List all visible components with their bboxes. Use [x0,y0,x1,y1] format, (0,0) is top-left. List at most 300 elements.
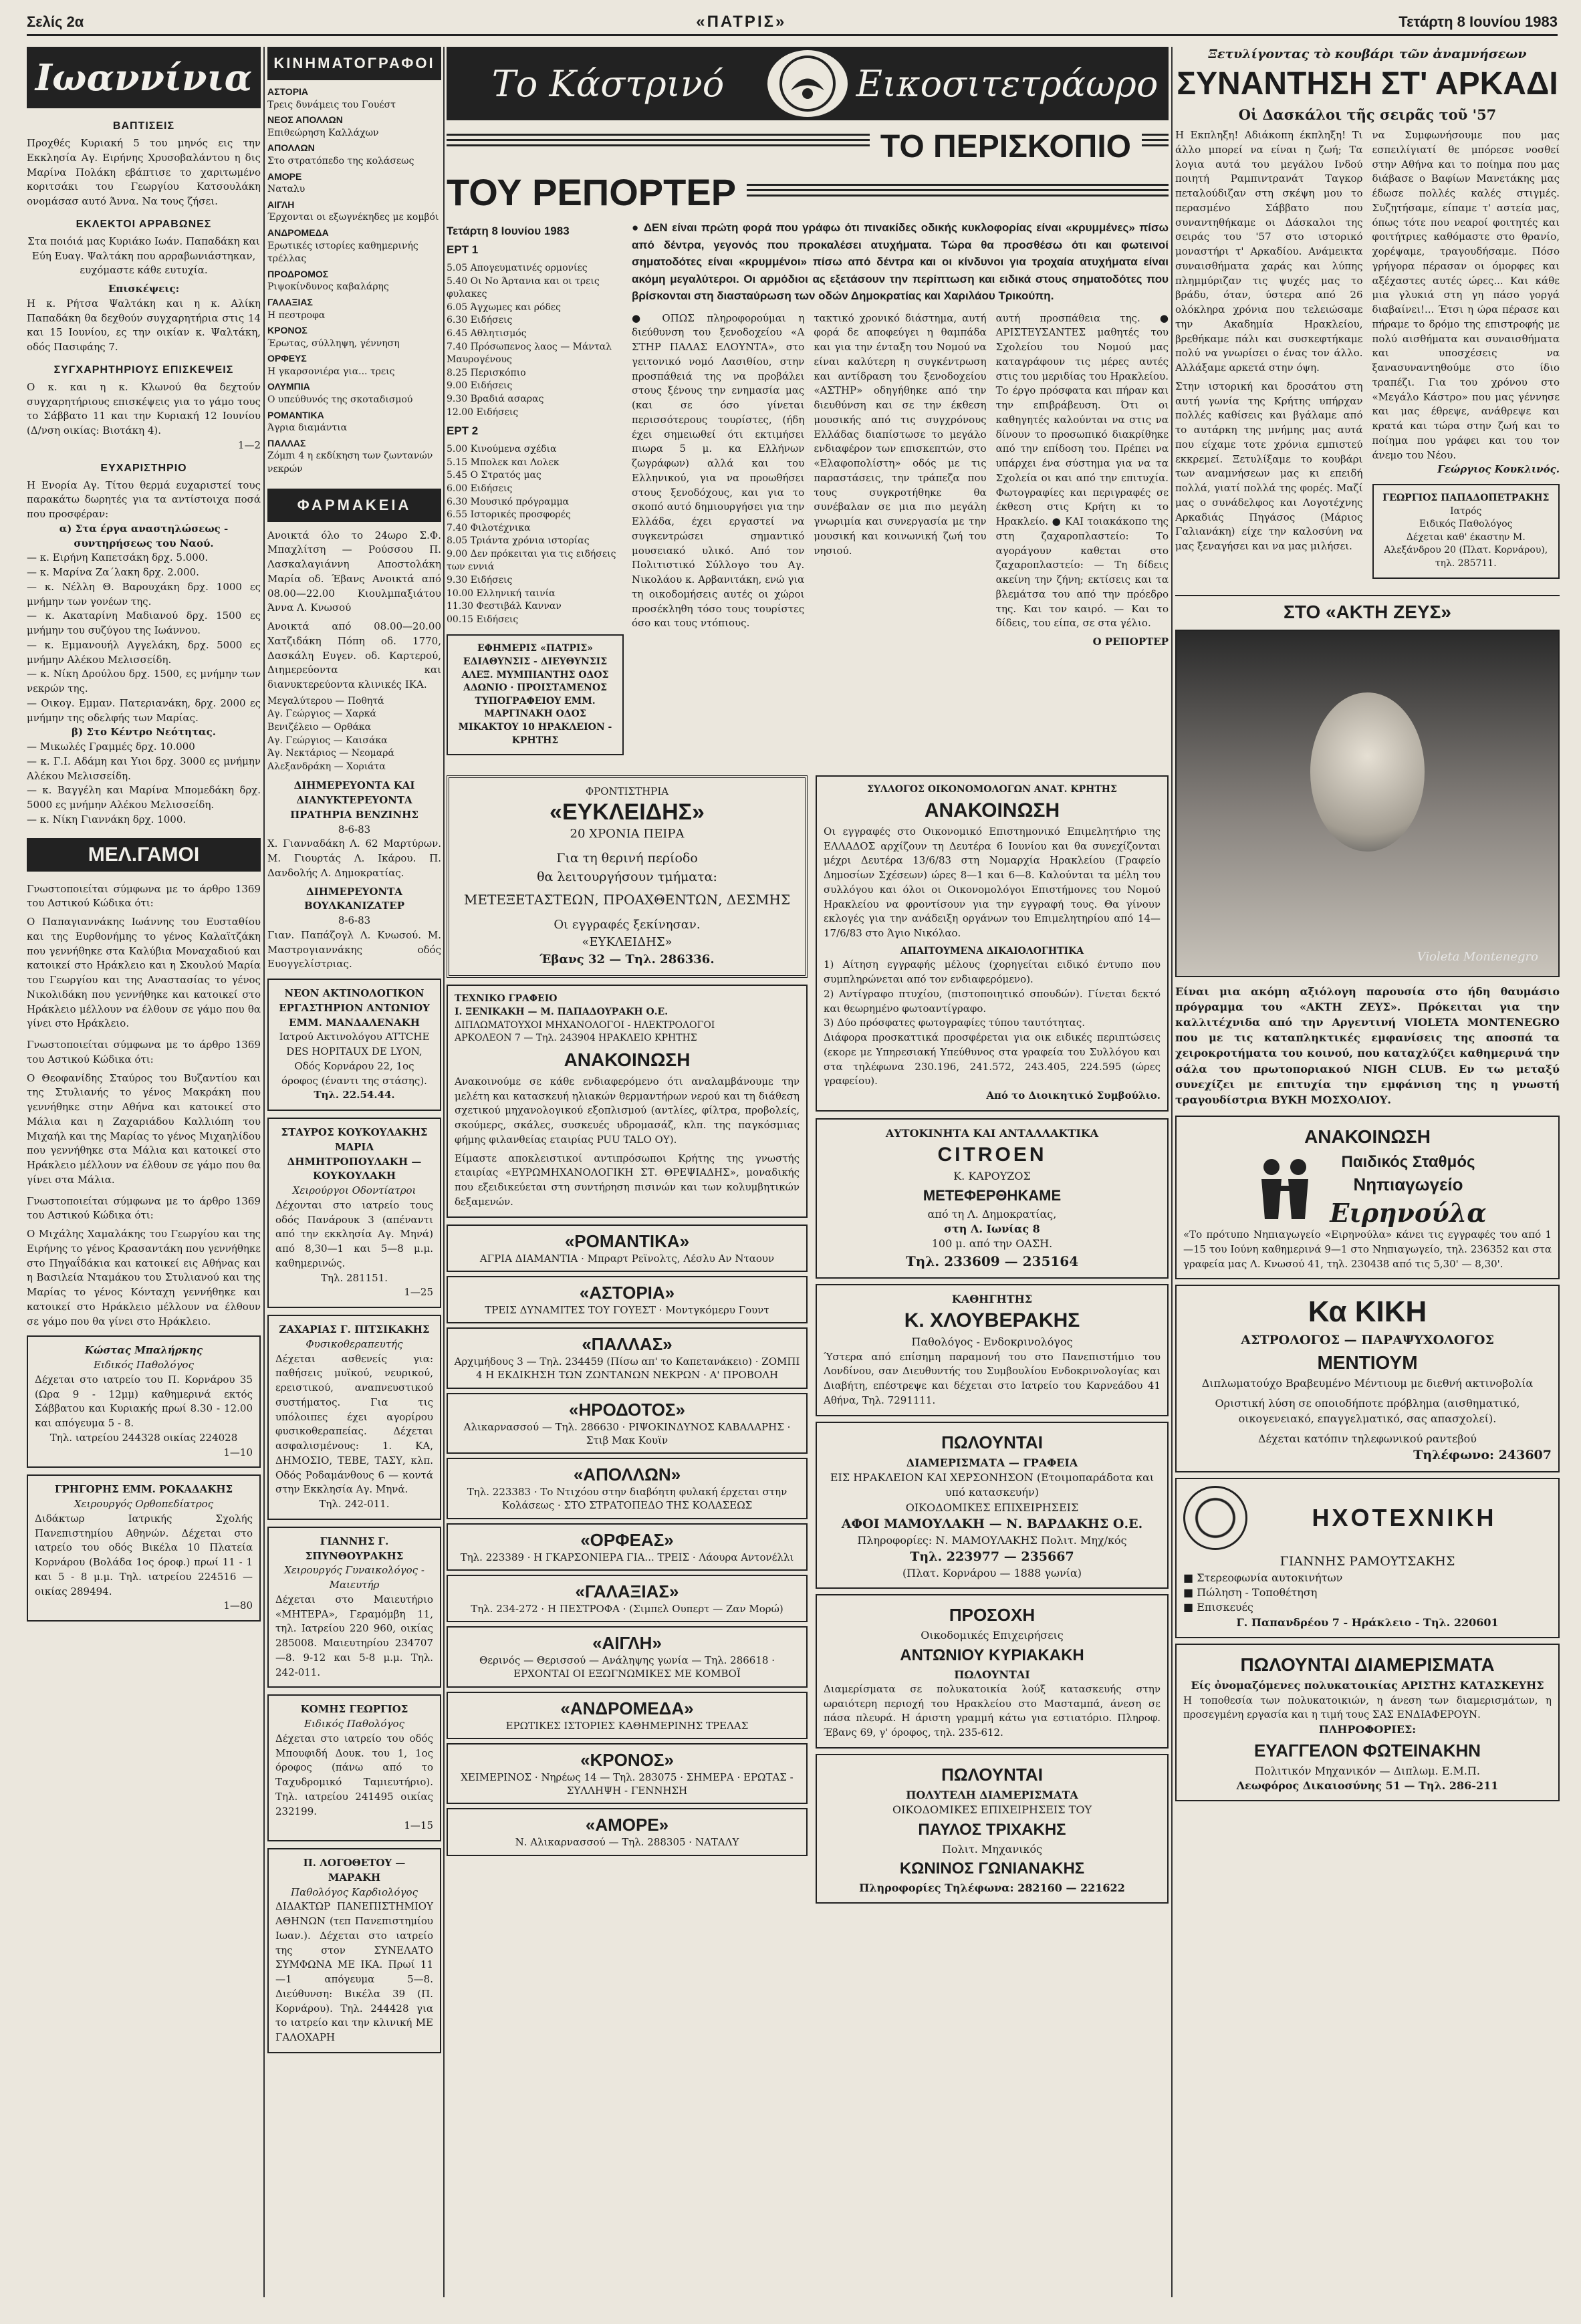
kiki-name: Κα ΚΙΚΗ [1308,1295,1427,1329]
title-right: Εικοσιτετράωρο [856,62,1159,105]
radio-item: 00.15 Ειδήσεις [447,614,519,625]
column-features [1175,47,1560,2297]
prosoxi-l1: ΠΩΛΟΥΝΤΑΙ [954,1668,1030,1681]
reporter-signature: Ο ΡΕΠΟΡΤΕΡ [1092,636,1169,648]
dentist-spec: Χειρούργοι Οδοντίατροι [292,1184,416,1197]
wedding-notice: Γνωστοποιείται σύμφωνα με το άρθρο 1369 του Αστικού Κώδικα ότι: [27,882,261,910]
pharmacy-item: Αγ. Γεώργιος — Καισάκα [267,735,388,746]
thanks-line2: — κ. Βαγγέλη και Μαρίνα Μπομεδάκη δρχ. 5000 ες μνήμην Αλέκου Μελισσείδη. [27,784,261,811]
citroen-tel: Τηλ. 233609 — 235164 [905,1253,1079,1269]
radio-item: 6.45 Αθλητισμός [447,328,527,339]
paper-name: «ΠΑΤΡΙΣ» [696,12,787,31]
komis-text: Δέχεται στο ιατρείο του οδός Μπουφιδή Δουκ. του 1, 1ος όροφος (πάνω από το Ταχυδρομικό Ταμιευτήριο). Τηλ. ιατρείου 241495 οικίας 232199. [275,1732,433,1817]
movie-ad-cinema: «ΑΙΓΛΗ» [592,1633,662,1654]
periscope-header [447,127,1169,214]
citroen-l1: ΜΕΤΕΦΕΡΘΗΚΑΜΕ [923,1186,1062,1204]
thanks-line2: — κ. Γ.Ι. Αδάμη και Υιοι δρχ. 3000 ες μνήμην Αλέκου Μελισσείδη. [27,755,261,782]
kiki-text2: Δέχεται κατόπιν τηλεφωνικού ραντεβού [1258,1432,1477,1446]
cinema-name: ΑΜΟΡΕ [267,170,302,182]
doctor-code: 1—80 [223,1599,253,1612]
sale-text: Η τοποθεσία των πολυκατοικιών, η άνεση των διαμερισμάτων, η προσεγμένη εργασία και η τιμή τους ΣΑΣ ΕΝΔΙΑΦΕΡΟΥΝ. [1183,1694,1552,1721]
cinema-name: ΠΑΛΛΑΣ [267,437,306,448]
tech-title: ΑΝΑΚΟΙΝΩΣΗ [564,1049,691,1070]
cinema-name: ΝΕΟΣ ΑΠΟΛΛΩΝ [267,114,343,126]
nursery-l3: Ειρηνούλα [1330,1198,1487,1229]
radio-item: 12.00 Ειδήσεις [447,406,519,418]
movie-ad-details: Θερινός — Θερισσού — Ανάληψης γωνία — Τηλ. 286618 · ΕΡΧΟΝΤΑΙ ΟΙ ΕΞΩΓΝΩΜΙΚΕΣ ΜΕ ΚΟΜΒΟΪ [479,1654,775,1680]
sale2-head: ΠΩΛΟΥΝΤΑΙ [941,1764,1043,1785]
movie-ad-cinema: «ΡΟΜΑΝΤΙΚΑ» [564,1231,690,1251]
movie-ad-cinema: «ΚΡΟΝΟΣ» [580,1749,674,1770]
wedding-notice: Ο Παπαγιαννάκης Ιωάννης του Ευσταθίου και της Ευρθονήμης το γένος Καλαϊτζάκη που γεννήθηκε στα Καλύβια Μοναχαδιού και κατοικεί στο Ηράκλειο και η Σκουλού Μαρία του Γεωργίου και της Αναστασίας το γένος Νικολιδάκη που γεννήθηκε και κατοικεί στο Ηράκλειο μέλλουν να έλθουν σε γάμο που θα γίνει στο Ηράκλειο. [27,916,261,1030]
ad-logothetou [267,1848,441,2053]
vulc-date: 8-6-83 [338,914,371,927]
sale1-sub3: ΟΙΚΟΔΟΜΙΚΕΣ ΕΠΙΧΕΙΡΗΣΕΙΣ [905,1501,1079,1514]
pharmacy-item: Αλεξανδράκη — Χοριάτα [267,761,386,772]
radio-list-2 [447,443,624,626]
radio-station-1: ΕΡΤ 1 [447,243,479,256]
congrats-text: Ο κ. και η κ. Κλωνού θα δεχτούν συγχαρητήριους επισκέψεις για το γάμο τους το Σάββατο 11 και την Κυριακή 12 Ιουνίου (Δ/νση οικίας: Βιοτάκη 4). [27,380,261,436]
article-subtitle: Οἱ Δασκάλοι τῆς σειρᾶς τοῦ '57 [1238,106,1497,123]
sale2-tel: Πληροφορίες Τηλέφωνα: 282160 — 221622 [859,1882,1125,1895]
frontist-l5: «ΕΥΚΛΕΙΔΗΣ» [582,935,673,950]
cinema-name: ΑΣΤΟΡΙΑ [267,86,309,97]
movie-ad-details: Τηλ. 223383 · Το Ντιχόου στην διαβόητη φυλακή έρχεται στην Κολάσεως · ΣΤΟ ΣΤΡΑΤΟΠΕΔΟ ΤΗΣ ΚΟΛΑΣΕΩΣ [467,1486,787,1512]
frontist-years: 20 ΧΡΟΝΙΑ ΠΕΙΡΑ [570,826,685,841]
photo-signature: Violeta Montenegro [1417,949,1538,964]
syll-head: ΣΥΛΛΟΓΟΣ ΟΙΚΟΝΟΜΟΛΟΓΩΝ ΑΝΑΤ. ΚΡΗΤΗΣ [867,784,1117,795]
radio-item: 6.30 Ειδήσεις [447,315,513,326]
tech-text: Ανακοινούμε σε κάθε ενδιαφερόμενο ότι αναλαμβάνουμε την μελέτη και κατασκευή ηλιακών θερμαντήρων νερού και τη διάθεση σχετικού μηχανολογικού εξοπλισμού (αντλίες, φίλτρα, προβολείς, σκούμερς, σκάλες, συσκευές υδρομασάζ, κλπ. της παγκόσμιας φήμης φιλανθείας εταιρίας PUU TALO OY). [455,1075,800,1146]
radio-item: 6.55 Ιστορικές προσφορές [447,509,571,521]
doctor-spec: Ειδικός Παθολόγος [94,1359,194,1371]
fuel-title: ΔΙΗΜΕΡΕΥΟΝΤΑ ΚΑΙ ΔΙΑΝΥΚΤΕΡΕΥΟΝΤΑ ΠΡΑΤΗΡΙΑ ΒΕΝΖΙΝΗΣ [290,779,418,821]
thanks-line: — κ. Εμμανουήλ Αγγελάκη, δρχ. 5000 ες μνήμην Αλέκου Μελισσείδη. [27,638,261,666]
frontist-l3: ΜΕΤΕΞΕΤΑΣΤΕΩΝ, ΠΡΟΑΧΘΕΝΤΩΝ, ΔΕΣΜΗΣ [463,892,791,908]
cinema-film: Στο στρατόπεδο της κολάσεως [267,155,414,166]
movie-ad-cinema: «ΟΡΦΕΑΣ» [580,1529,674,1550]
syll-req-title: ΑΠΑΙΤΟΥΜΕΝΑ ΔΙΚΑΙΟΛΟΓΗΤΙΚΑ [900,945,1084,956]
movie-ad-cinema: «ΑΜΟΡΕ» [585,1815,669,1835]
movie-ad-details: Αλικαρνασσού — Τηλ. 286630 · ΡΙΨΟΚΙΝΔΥΝΟΣ ΚΑΒΑΛΑΡΗΣ · Στιβ Μακ Κουϊν [463,1420,791,1446]
page-number: Σελίς 2α [27,13,84,30]
cinema-list [267,86,441,477]
thanks-b: β) Στο Κέντρο Νεότητας. [72,726,216,739]
ad-euklidis [447,775,808,978]
congrats-code: 1—2 [237,438,261,451]
pharmacy-item: Αγ. Γεώργιος — Χαρκά [267,708,376,720]
prof-name: Κ. ΧΛΟΥΒΕΡΑΚΗΣ [904,1309,1080,1332]
sale1-who: Πληροφορίες: Ν. ΜΑΜΟΥΛΑΚΗΣ Πολιτ. Μηχ/κός [857,1533,1127,1547]
thanks-line2: — κ. Νίκη Γιαννάκη δρχ. 1000. [27,813,187,825]
sale-role: Πολιτικόν Μηχανικόν — Διπλωμ. Ε.Μ.Π. [1255,1764,1480,1777]
section-header-kastrino [447,47,1169,120]
thanks-line: — κ. Νέλλη Θ. Βαρουχάκη δρχ. 1000 ες μνήμην των γονέων της. [27,580,261,608]
cinema-name: ΠΡΟΔΡΟΜΟΣ [267,268,329,279]
doc-role: Ιατρός [1450,505,1482,517]
frontist-l1: Για τη θερινή περίοδο [556,851,698,866]
sale2-sub: ΠΟΛΥΤΕΛΗ ΔΙΑΜΕΡΙΣΜΑΤΑ [906,1788,1078,1801]
radio-item: 11.30 Φεστιβάλ Κανναν [447,601,562,612]
ixo-name: ΗΧΟΤΕΧΝΙΚΗ [1312,1504,1497,1532]
sale1-sub: ΔΙΑΜΕΡΙΣΜΑΤΑ — ΓΡΑΦΕΙΑ [906,1456,1078,1469]
doctor-text: Διδάκτωρ Ιατρικής Σχολής Πανεπιστημίου Αθηνών. Δέχεται στο ιατρείο του οδός Βικέλα 10 Πλατεία Κορνάρου (Βολάδα 1ος όροφ.) πρωί 11 - 1 και 5 - 8 μ.μ. Τηλ. ιατρείου 224516 — οικίας 289494. [35,1512,253,1597]
cinema-film: Ερωτικές ιστορίες καθημερινής τρέλλας [267,240,418,265]
sale1-addr: (Πλατ. Κορνάρου — 1888 γωνία) [902,1566,1082,1579]
ads-right [816,769,1169,1909]
cinema-name: ΑΝΔΡΟΜΕΔΑ [267,227,329,238]
engagements-text: Στα ποιόιά μας Κυριάκο Ιωάν. Παπαδάκη και Εύη Ευαγ. Ψαλτάκη που αρραβωνιάστηκαν, ευχόμαστε κάθε ευτυχία. [27,235,260,277]
cinema-name: ΟΡΦΕΥΣ [267,353,307,364]
thanks-a: α) Στα έργα αναστηλώσεως - συντηρήσεως του Ναού. [59,522,229,549]
column-social [27,47,261,2297]
periscope-lead: ● ΔΕΝ είναι πρώτη φορά που γράφω ότι πινακίδες οδικής κυκλοφορίας είναι «κρυμμένες» πίσω από δέντρα, γεγονός που προκαλέσει ατυχήματα. Τώρα θα προσθέσω ότι και φωτεινοί σηματοδότες είναι «κρυμμένοι» πίσω από δέντρα και οι κίνδυνοι για τροχαία ατυχήματα είναι ακόμη μεγαλύτεροι. Οι αρμόδιοι ας εξετάσουν την περίπτωση και ειδικά στους σηματοδότες που βρίσκονται στη διασταύρωση των οδών Δημοκρατίας και Χαριλάου Τρικούπη. [632,221,1169,302]
tech-addr: ΑΡΚΟΛΕΟΝ 7 — Τηλ. 243904 ΗΡΑΚΛΕΙΟ ΚΡΗΤΗΣ [455,1033,697,1044]
physio-text: Δέχεται ασθενείς για: παθήσεις μυϊκού, νευρικού, ερειστικού, αναπνευστικού συστήματος. Για τις υπόλοιπες έχει αγορίρου φυσικοθεραπείας. Δέχεται ασφαλισμένους: 1. ΚΑ, ΔΗΜΟΣΙΟ, ΤΕΒΕ, ΤΑΣΥ, κλπ. Οδός Ροδαμάνθους 6 — κοντά στην Εκκλησία Αγ. Μηνά. [275,1352,433,1496]
ads-left [447,769,808,1909]
prosoxi-text: Διαμερίσματα σε πολυκατοικία λούξ κατασκευής στην ωραιότερη περιοχή του Ηρακλείου στο Μασταμπά, άνεση σε πάσα πλευρά. Η άριστη γραμμή κάτω για εστιατόριο. Πληροφ. Έβανς 69, γ' όροφος, τηλ. 235-612. [824,1682,1161,1739]
radio-item: 9.00 Δεν πρόκειται για τις ειδήσεις των εννιά [447,548,616,573]
cinema-name: ΡΟΜΑΝΤΙΚΑ [267,409,324,420]
gyn-name: ΓΙΑΝΝΗΣ Γ. ΣΠΥΝΘΟΥΡΑΚΗΣ [305,1535,404,1562]
pharmacy-item: Μεγαλύτερου — Ποθητά [267,695,384,706]
prof-text: Ύστερα από επίσημη παραμονή του στο Πανεπιστήμιο του Λονδίνου, σαν Διευθυντής του Συμβουλίου Ενδοκρινολογίας και Διαβήτη, επέστρεψε και δέχεται στο Ιατρείο του Καρνεάδου 41 Αθήνα, Τηλ. 7291111. [824,1350,1161,1406]
physio-tel: Τηλ. 242-011. [319,1498,390,1511]
radio-item: 9.30 Βραδιά ασαρας [447,393,544,404]
ixo-owner: ΓΙΑΝΝΗΣ ΡΑΜΟΥΤΣΑΚΗΣ [1280,1554,1455,1569]
cinema-film: Η πεστροφα [267,309,326,321]
radio-item: 6.00 Ειδήσεις [447,483,513,494]
pharmacy-text2: Ανοικτά από 08.00—20.00 Χατζιδάκη Πόπη οδ. 1770, Δασκάλη Ευγεν. οδ. Καρτερού, Διημερεύοντα και διανυκτερεύοντα κλινικές ΙΚΑ. [267,620,441,691]
tech-name: Ι. ΞΕΝΙΚΑΚΗ — Μ. ΠΑΠΑΔΟΥΡΑΚΗ Ο.Ε. [455,1007,668,1017]
gyn-spec: Χειρουργός Γυναικολόγος - Μαιευτήρ [284,1564,424,1591]
cinema-name: ΟΛΥΜΠΙΑ [267,381,310,392]
movie-ad-details: ΤΡΕΙΣ ΔΥΝΑΜΙΤΕΣ ΤΟΥ ΓΟΥΕΣΤ · Μοντγκόμερυ Γουντ [485,1303,769,1316]
radio-listings [447,219,624,762]
ad-professor [816,1284,1169,1416]
physio-spec: Φυσικοθεραπευτής [306,1337,403,1350]
doctor-name: Κώστας Μπαλήρκης [84,1344,203,1357]
dentist-tel: Τηλ. 281151. [320,1271,388,1284]
cinema-name: ΑΙΓΛΗ [267,199,295,210]
thanks-line: — κ. Νίκη Δρούλου δρχ. 1500, ες μνήμην των νεκρών της. [27,668,261,694]
issue-date: Τετάρτη 8 Ιουνίου 1983 [1398,13,1558,30]
cinema-film: Ναταλυ [267,184,306,195]
sale1-tel: Τηλ. 223977 — 235667 [910,1549,1074,1565]
masthead [27,9,1558,36]
movie-ad [447,1743,808,1805]
vulc-text: Γιαν. Παπάζογλ Λ. Κνωσού. Μ. Μαστρογιαννάκης οδός Ευογγελίστριας. [267,928,441,971]
movie-ad-details: ΧΕΙΜΕΡΙΝΟΣ · Νηρέως 14 — Τηλ. 283075 · ΣΗΜΕΡΑ · ΕΡΩΤΑΣ - ΣΥΛΛΗΨΗ - ΓΕΝΝΗΣΗ [461,1771,794,1797]
movie-ad-details: Τηλ. 223389 · Η ΓΚΑΡΣΟΝΙΕΡΑ ΓΙΑ... ΤΡΕΙΣ · Λάουρα Αντονέλλι [460,1551,794,1563]
akti-zeus-text: Είναι μια ακόμη αξιόλογη παρουσία στο ήδη θαυμάσιο πρόγραμμα του «ΑΚΤΗ ΖΕΥΣ». Πρόκειται για την καλλιτέχνιδα από την Αργεντινή VIOLETA MONTENEGRO που με τις καταπληκτικές εμφανίσεις της αποσπά τα χειροκροτήματα του κοινού, που καταχλύζει καθημερινά την σάλα του πρωτοποριακού NIGH CLUB. Εν τω μεταξύ συνεχίζει με επιτυχία την εμφάνιση της η γνωστή τραγουδίστρια ΒΥΚΗ ΜΟΣΧΟΛΙΟΥ. [1175,985,1560,1106]
cinema-film: Έρωτας, σύλληψη, γέννηση [267,338,400,349]
syll-text: Οι εγγραφές στο Οικονομικό Επιστημονικό Επιμελητήριο της ΕΛΛΑΔΟΣ αρχίζουν τη Δευτέρα 6 Ιουνίου και θα συνεχίζονται μέχρι Δευτέρα 13/6/83 στη Νομαρχία Ηρακλείου (Γραφείο Δημοσίων Σχέσεων) ώρες 8—1 και 6—8. Καλούνται τα μέλη του συλλόγου και όλοι οι Οικονομολόγοι Επιστήμονες του Νομού Ηρακλείου να φροντίσουν για την εγγραφή τους. Θα γίνουν εκλογές για την ανάδειξη οργάνων του Επιμελητηρίου από 14—17/6/83 στο Άγιο Νικόλαο. [824,825,1161,940]
radio-item: 10.00 Ελληνική ταινία [447,588,556,599]
singer-photo [1175,630,1560,977]
doctor-code: 1—10 [223,1446,253,1458]
kiki-text: Οριστική λύση σε οποιοδήποτε πρόβλημα (αισθηματικό, οικογενειακό, επαγγελματικό, σας απασχολεί). [1215,1397,1520,1425]
radio-item: 7.40 Πρόσωπενος λαος — Μάνταλ Μαυρογένους [447,341,612,366]
radio-item: 7.40 Φιλοτέχνικα [447,522,531,533]
baptisms-text: Προχθές Κυριακή 5 του μηνός εις την Εκκλησία Αγ. Ειρήνης Χρυσοβαλάντου η δις Μαρίνα Πολάκη εβάπτισε το χαριτωμένο κοριτσάκι του Γεωργίου Κατσουλάκη ονομάσασ αυτό Άννα. Να τους ζήσει. [27,137,261,207]
komis-spec: Ειδικός Παθολόγος [304,1718,404,1730]
sale-sub: Είς ὀνομαζόμενες πολυκατοικίας ΑΡΙΣΤΗΣ ΚΑΤΑΣΚΕΥΗΣ [1191,1679,1544,1692]
column-listings [267,47,441,2297]
pharmacy-item: Άγ. Νεκτάριος — Νεομαρά [267,748,394,759]
radio-item: 5.40 Οι Νο Άρτανια και οι τρεις φυλακες [447,275,600,300]
wedding-notice: Ο Μιχάλης Χαμαλάκης του Γεωργίου και της Ειρήνης το γένος Κρασαντάκη που γεννήθηκε στο Πηγαΐδάκια και κατοικεί εις Αθήνας και η Βασιλεία Νταμάκου του Στυλιανού και της Μαρίας το γένος Κόνταχη γεννήθηκε και κατοικεί στο Ηράκλειο μέλλουν να έλθουν σε γάμο που θα γίνει στο Ηράκλειο. [27,1228,261,1327]
xray-tel: Τηλ. 22.54.44. [314,1089,395,1102]
ixo-item: ■ Πώληση - Τοποθέτηση [1183,1586,1318,1599]
syll-text2: Διάφορα προσκαττικά προσφέρεται για οικ ειδικές περιπτώσεις (εκορε με Υπηρεσιακή Υπεύθυνος στα γραφεία του Συλλόγου και στα τηλέφωνα 230.196, 241.572, 243.405, 224.595 (ώρες γραφείου). [824,1031,1161,1087]
periscope-text: τακτικό χρονικό διάστημα, αυτή φορά δε αποφεύγει η θαμπάδα και για την ένταξη του Νομού να είναι καλύτερη η συγκέντρωση και αντίδραση του ξενοδοχείου «ΑΣΤΗΡ» οδηγήθηκε από την διευθύνση και σε την έκθεση μουσικής από τις συγχρόνους Ελλάδας διαπίστωσε το μεγάλο ενδιαφέρον των επισκεπτών, στο «Ελαφοπολίστη» οδός με τις παραστάσεις, την τράπεζα που τους συγκροτήθηκε θα συνέβαλαν σε μια πιο μεγάλη γνωριμία και συνεργασία με την μουσική και κοινωνική ζωή του νησιού. [814,311,987,557]
cinema-film: Η γκαρσονιέρα για... τρεις [267,366,395,377]
citroen-brand: CITROEN [937,1144,1047,1166]
children-logo-icon [1248,1152,1322,1226]
xray-title: ΝΕΟΝ ΑΚΤΙΝΟΛΟΓΙΚΟΝ ΕΡΓΑΣΤΗΡΙΟΝ ΑΝΤΩΝΙΟΥ ΕΜΜ. ΜΑΝΔΑΛΕΝΑΚΗ [279,987,430,1029]
cinema-film: Άγρια διαμάντια [267,422,348,434]
sale2-name: ΠΑΥΛΟΣ ΤΡΙΧΑΚΗΣ [918,1820,1066,1839]
movie-ad-cinema: «ΠΑΛΛΑΣ» [582,1334,673,1355]
sale2-loc: ΚΩΝΙΝΟΣ ΓΩΝΙΑΝΑΚΗΣ [899,1859,1085,1878]
movie-ad [447,1276,808,1323]
radio-item: 5.05 Απογευματινές ορμονίες [447,263,588,273]
patris-masthead-box [447,634,624,755]
movie-ad-cinema: «ΗΡΟΔΟΤΟΣ» [568,1399,685,1420]
syll-req: 1) Αίτηση εγγραφής μέλους (χορηγείται ειδικό έντυπο που συμπληρώνεται από τον ενδιαφερόμενο). [824,958,1161,986]
sale2-role: Πολιτ. Μηχανικός [941,1842,1043,1855]
syll-title: ΑΝΑΚΟΙΝΩΣΗ [924,799,1060,821]
citroen-head: ΑΥΤΟΚΙΝΗΤΑ ΚΑΙ ΑΝΤΑΛΛΑΚΤΙΚΑ [885,1126,1099,1140]
ixo-item: ■ Στερεοφωνία αυτοκινήτων [1183,1571,1343,1584]
cinema-film: Έρχονται οι εξωγνέκηδες με κομβόι [267,212,439,223]
ad-gynecologist [267,1527,441,1688]
tech-text2: Είμαστε αποκλειστικοί αντιπρόσωποι Κρήτης της γνωστής εταιρίας «ΕΥΡΩΜΗΧΑΝΟΛΟΓΙΚΗ ΣΤ. ΘΡΕΨΙΑΔΗΣ», μοναδικής που εξειδικεύεται στη συντήρηση πισινών και των κολυμβητικών δεξαμενών. [455,1152,800,1208]
sale1-name: ΑΦΟΙ ΜΑΜΟΥΛΑΚΗ — Ν. ΒΑΡΔΑΚΗΣ Ο.Ε. [841,1517,1143,1532]
thanks-title: ΕΥΧΑΡΙΣΤΗΡΙΟ [100,462,187,474]
radio-item: 9.30 Ειδήσεις [447,575,513,586]
movie-ad-details: Αρχιμήδους 3 — Τηλ. 234459 (Πίσω απ' το Καπετανάκειο) · ΖΟΜΠΙ 4 Η ΕΚΔΙΚΗΣΗ ΤΩΝ ΖΩΝΤΑΝΩΝ ΝΕΚΡΩΝ · Α' ΠΡΟΒΟΛΗ [454,1355,800,1382]
periscope-text: ● ΟΠΩΣ πληροφορούμαι η διεύθυνση του ξενοδοχείου «Α ΣΤΗΡ ΠΑΛΑΣ ΕΛΟΥΝΤΑ», στο γειτονικό νομό Λασιθίου, στην προσπάθειά της να προβάλει στους ξένους την ενημασία μας (και σε όσο γίνεται περισσότερους τουρίστες, (ήδη έχει σημειωθεί ότι εκτιμήσει πιωρα 5 μ. κα Ελλήνων ζωγράφων) αλλά και του Ελληνικού, για να προωθήσει στους ξενοδόχους, και για το σκοπό αυτό δημιουργήσει για την Ελλάδα, έχει εργαστεί να συγκεντρώσει σημαντικό μουσειακό υλικό. Από τον Πολιτιστικό Σύλλογο του Αγ. Νικολάου κ. Αρβανιτάκη, ενώ για τη οικοδομήσεις αυτές οι χώροι προσέκληθη τόσο τους τουρίστες όσο και τους ντόπιους. [632,311,805,630]
fuel-text: Χ. Γιανναδάκη Λ. 62 Μαρτύρων. Μ. Γιουρτάς Λ. Ικάρου. Π. Δανδολής Λ. Δημοκρατίας. [267,837,441,879]
ad-physio [267,1315,441,1520]
radio-item: 5.00 Κινούμενα σχέδια [447,444,557,455]
column-city-24h [447,47,1169,2297]
ad-ixotexniki [1175,1478,1560,1638]
sale1-sub2: ΕΙΣ ΗΡΑΚΛΕΙΟΝ ΚΑΙ ΧΕΡΣΟΝΗΣΟΝ (Ετοιμοπαράδοτα και υπό κατασκευήν) [830,1471,1154,1499]
wedding-notice: Γνωστοποιείται σύμφωνα με το άρθρο 1369 του Αστικού Κώδικα ότι: [27,1039,261,1065]
thanks-line: — κ. Ακαταρίνη Μαδιανού δρχ. 1500 ες μνήμην του συζύγου της Ιωάννου. [27,610,261,636]
cinema-film: Ζόμπι 4 η εκδίκηση των ζωντανών νεκρών [267,450,433,475]
cinema-name: ΚΡΟΝΟΣ [267,325,308,336]
doc-spec: Ειδικός Παθολόγος [1419,519,1513,530]
komis-name: ΚΟΜΗΣ ΓΕΩΡΓΙΟΣ [300,1703,408,1716]
logothetou-name: Π. ΛΟΓΟΘΕΤΟΥ — ΜΑΡΑΚΗ [303,1857,406,1884]
frontist-l4: Οι εγγραφές ξεκίνησαν. [554,918,701,932]
ad-komis [267,1694,441,1841]
doctor-name: ΓΡΗΓΟΡΗΣ ΕΜΜ. ΡΟΚΑΔΑΚΗΣ [54,1483,233,1496]
ad-trichakis [816,1754,1169,1904]
frontist-name: «ΕΥΚΛΕΙΔΗΣ» [550,799,705,825]
periscope-title-2: ΤΟΥ ΡΕΠΟΡΤΕΡ [447,171,747,214]
movie-ad-details: ΑΓΡΙΑ ΔΙΑΜΑΝΤΙΑ · Μπραρτ Ρεϊνολτς, Λέσλυ Αν Νταουν [479,1252,775,1265]
kiki-tel: Τηλέφωνο: 243607 [1413,1448,1552,1463]
cinema-name: ΑΠΟΛΛΩΝ [267,142,315,154]
ad-doctor-balirkis [27,1335,261,1468]
radio-date: Τετάρτη 8 Ιουνίου 1983 [447,225,570,237]
article-title: ΣΥΝΑΝΤΗΣΗ ΣΤ' ΑΡΚΑΔΙ [1177,66,1558,102]
ad-tech-office [447,985,808,1217]
komis-code: 1—15 [404,1819,433,1832]
pharmacy-text: Ανοικτά όλο το 24ωρο Σ.Φ. Μπαχλίτση — Ρούσσου Π. Λασκαλαγιάννη Αποστολάκη Μαρία οδ. Έβανς Ανοικτά από 08.00—22.00 Κιουλμπαξιάτου Άννα Λ. Κνωσού [267,529,441,614]
article-text: Η Εκπληξη! Αδιάκοπη έκπληξη! Τι άλλο μπορεί να είναι η ζωή; Τα λογια αυτά του μεγάλου Ινδού ποιητή Ραμπιντρανάτ Ταγκορ πεταλούδιζαν στη σκέψη μου το περασμένο Σάββατο που συναντηθήκαμε οι Δάσκαλοι της σειράς του '57 στο ιστορικό μοναστήρι τ' Αρκαδίου. Ανάμεικτα συναισθήματα χαράς και λύπης πλημμύριζαν τις ψυχές μας το βράδυ, όταν, ύστερα από 26 ολόκληρα χρόνια που τελειώσαμε την Ακαδημία Ηρακλείου, βρεθήκαμε πάλι και συσκεφτήκαμε πολύ να γνωρίσει ο ένας τον άλλο. Αλλάξαμε αρκετά στην όψη. [1175,129,1363,374]
movie-ad [447,1458,808,1519]
movie-ad [447,1393,808,1454]
article-author: Γεώργιος Κουκλινός. [1437,463,1560,476]
physio-name: ΖΑΧΑΡΙΑΣ Γ. ΠΙΤΣΙΚΑΚΗΣ [279,1323,430,1336]
nursery-l2: Νηπιαγωγείο [1353,1174,1463,1195]
radio-item: 6.05 Άγχωμες και ρόδες [447,301,561,313]
title-left: Το Κάστρινό [491,62,725,105]
article-text: Στην ιστορική και δροσάτου στη αυτή γωνία της Κρήτης υπήρχαν πολλές καθίσεις και βγάλαμε από το αυτάρκη της μνήμης μας αυτά που είχαμε τοτε χρόνια εμπιστεύ εκκρεμεί. Ξετυλίξαμε το κουβάρι των αναμνήσεων μας κι επειδή πολλά, γιατί πολλά της φορές. Μαζί μας ο συνάδελφος και Λογοτέχνης Αρκαδιάς Πηγάσος (Μάριος Γαλιανάκη) είχε την καλοσύνη να μας ξεναγήσει και να μας μιλήσει. [1175,380,1363,552]
periscope-title-1: ΤΟ ΠΕΡΙΣΚΟΠΙΟ [870,127,1142,167]
ad-foteinaki [1175,1644,1560,1801]
article-text: να Συμφωνήσουμε που μας εσπειλίγιατί θε μπόρεσε νοσθεί στην Αθήνα και το ποίημα που μας διάβασε ο Βαφίων Μανετάκης μας έδωσε πολλές καλές στιγμές. Συζητήσαμε, είπαμε τ' αστεία μας, όπως τότε που νεαροί φοιτητές και φοιτήτριες καθόμαστε στο θρανίο, χορέψαμε, τραγουδήσαμε. Πόσο γρήγορα πέρασαν οι όμορφες και αξέχαστες αυτές ώρες... Και κάθε μια γλυκιά στη γη πάσο γοργά διαβαίνει!... Έτσι η ώρα πέρασε και πήραμε το δρόμο της επιστροφής με πολύ αισθήματα και συναισθήματα και υποσχέσεις να ξανασυναντηθούμε στο ίδιο τραπέζι. Για του χρόνου στο «Μεγάλο Κάστρο» που μας γέννησε και μας έθρεψε, ανάθρεψε και κρατά και τώρα στην ζωή και το ποίημα που γράφει και του τον άνεμο του Νέου. [1372,129,1560,461]
sale-title: ΠΩΛΟΥΝΤΑΙ ΔΙΑΜΕΡΙΣΜΑΤΑ [1240,1654,1495,1676]
nursery-title: ΑΝΑΚΟΙΝΩΣΗ [1304,1126,1431,1148]
movie-ad-cinema: «ΑΝΔΡΟΜΕΔΑ» [560,1698,694,1718]
radio-item: 5.45 Ο Στρατός μας [447,470,541,481]
syll-req: 2) Αντίγραφο πτυχίου, (πιστοποιητικό σπουδών). Γίνεται δεκτό και θεωρημένο φωτοαντίγραφο. [824,987,1161,1015]
prosoxi-head: ΠΡΟΣΟΧΗ [949,1605,1036,1626]
doctor-spec: Χειρουργός Ορθοπεδίατρος [74,1498,214,1510]
citroen-l4: 100 μ. από την ΟΑΣΗ. [931,1237,1053,1251]
fuel-date: 8-6-83 [338,823,371,835]
section-banner-pharmacies: ΦΑΡΜΑΚΕΙΑ [267,489,441,522]
movie-ad-details: Τηλ. 234-272 · Η ΠΕΣΤΡΟΦΑ · (Σιμπελ Ουπερτ — Ζαν Μορώ) [471,1602,783,1615]
thanks-line: — Οικογ. Εμμαν. Πατεριανάκη, δρχ. 2000 ες μνήμην της οδελφής των Μαρίας. [27,696,261,724]
movie-ad-details: ΕΡΩΤΙΚΕΣ ΙΣΤΟΡΙΕΣ ΚΑΘΗΜΕΡΙΝΗΣ ΤΡΕΛΑΣ [505,1719,749,1732]
city-emblem-icon [767,50,848,117]
engagements-title: ΕΚΛΕΚΤΟΙ ΑΡΡΑΒΩΝΕΣ [76,218,212,230]
sale-name: ΕΥΑΓΓΕΛΟΝ ΦΩΤΕΙΝΑΚΗΝ [1253,1740,1481,1761]
doc-name: ΓΕΩΡΓΙΟΣ ΠΑΠΑΔΟΠΕΤΡΑΚΗΣ [1382,493,1550,503]
frontist-l2: θα λειτουργήσουν τμήματα: [537,869,717,884]
section-banner-cinemas: ΚΙΝΗΜΑΤΟΓΡΑΦΟΙ [267,47,441,80]
ad-doctor-rokadakis [27,1474,261,1622]
cinema-name: ΓΑΛΑΞΙΑΣ [267,296,313,307]
wedding-notice: Ο Θεοφανίδης Σταύρος του Βυζαντίου και της Στυλιανής το γένος Μακράκη που γεννήθηκε στην Αθήνα και κατοικεί στο Μάλια και η Ζαχαριάδου Καλλιόπη του Μιχαήλ και της Μαρίας το γένος Μιχαηλίδου που γεννήθηκε στα Μάλια και κατοικεί στο Ηράκλειο μέλλουν να έλθουν σε γάμο που θα γίνει στα Μάλια. [27,1071,261,1186]
kiki-desc: Διπλωματούχο Βραβευμένο Μέντιουμ με διεθνή ακτινοβολία [1201,1376,1534,1390]
logothetou-text: ΔΙΔΑΚΤΩΡ ΠΑΝΕΠΙΣΤΗΜΙΟΥ ΑΘΗΝΩΝ (τεπ Πανεπιστημίου Ιωαν.). Δέχεται στο ιατρείο της στον ΣΥΝΕΛΑΤΟ ΣΥΜΦΩΝΑ ΜΕ ΙΚΑ. Πρωί 11—1 απόγευμα 5—8. Διεύθυνση: Βικέλα 39 (Π. Κορνάρου). Τηλ. 244428 για το ιατρείο και την κλινική ΜΕ ΓΑΛΟΧΑΡΗ [275,1900,433,2044]
section-banner-weddings: ΜΕΛ.ΓΑΜΟΙ [27,838,261,872]
ad-xray-lab [267,979,441,1111]
ad-papadopetrakis [1372,484,1560,579]
kiki-sub: ΜΕΝΤΙΟΥΜ [1317,1351,1418,1373]
article-kicker: Ξετυλίγοντας τὸ κουβάρι τῶν ἀναμνήσεων [1208,47,1527,61]
radio-item: 9.00 Ειδήσεις [447,380,513,392]
movie-ad-details: Ν. Αλικαρνασσού — Τηλ. 288305 · ΝΑΤΑΛΥ [515,1836,739,1849]
cinema-film: Τρεις δυνάμεις του Γουέστ [267,99,396,110]
engagements-extra-title: Επισκέψεις: [108,283,180,295]
radio-item: 5.15 Μπολεκ και Λολεκ [447,457,560,468]
movie-ad [447,1224,808,1272]
tech-head: ΤΕΧΝΙΚΟ ΓΡΑΦΕΙΟ [455,993,558,1005]
vulc-title: ΔΙΗΜΕΡΕΥΟΝΤΑ ΒΟΥΛΚΑΝΙΖΑΤΕΡ [304,885,404,912]
prosoxi-name: ΑΝΤΩΝΙΟΥ ΚΥΡΙΑΚΑΚΗ [900,1646,1084,1664]
ad-dentists [267,1118,441,1308]
thanks-line2: — Μικωλές Γραμμές δρχ. 10.000 [27,741,195,753]
periscope-columns [632,311,1169,650]
thanks-line: — κ. Ειρήνη Καπετσάκη δρχ. 5.000. [27,551,209,564]
prof-spec: Παθολόγος - Ενδοκρινολόγος [911,1335,1073,1349]
ixotexniki-logo-icon [1183,1486,1247,1550]
ads-area [447,769,1169,1909]
pharmacy-item: Βενιζέλειο — Ορθάκα [267,722,372,733]
movie-ad [447,1523,808,1571]
citroen-name: Κ. ΚΑΡΟΥΖΟΣ [953,1170,1031,1183]
congrats-title: ΣΥΓΧΑΡΗΤΗΡΙΟΥΣ ΕΠΙΣΚΕΨΕΙΣ [53,364,234,376]
movie-ad [447,1808,808,1855]
movie-ads [447,1224,808,1856]
nursery-text: «Το πρότυπο Νηπιαγωγείο «Ειρηνούλα» κάνει τις εγγραφές του από 1—15 του Ιούνη καθημερινά 9—1 στο Νηπιαγωγείο, τηλ. 236352 και στα γραφεία μας Λ. Κνωσού 41, τηλ. 230438 από τις 5,30' — 8,30'. [1183,1229,1552,1270]
cinema-film: Επιθεώρηση Καλλάχων [267,127,379,138]
radio-item: 6.30 Μουσικό πρόγραμμα [447,496,570,507]
ad-economists [816,775,1169,1112]
patris-info: ΕΦΗΜΕΡΙΣ «ΠΑΤΡΙΣ» ΕΔΙΑΘΥΝΣΙΣ - ΔΙΕΥΘΥΝΣΙΣ ΑΛΕΞ. ΜΥΜΠΙΑΝΤΗΣ ΟΔΟΣ ΑΔΩΝΙΟ · ΠΡΟΙΣΤΑΜΕΝΟΣ ΤΥΠΟΓΡΑΦΕΙΟΥ ΕΜΜ. ΜΑΡΓΙΝΑΚΗ ΟΔΟΣ ΜΙΚΑΚΤΟΥ 10 ΗΡΑΚΛΕΙΟΝ - ΚΡΗΤΗΣ [458,643,612,746]
ad-nursery [1175,1116,1560,1279]
radio-list-1 [447,262,624,419]
cinema-film: Ο υπεύθυνός της σκοταδισμού [267,394,413,406]
baptisms-title: ΒΑΠΤΙΣΕΙΣ [112,120,175,132]
kiki-role: ΑΣΤΡΟΛΟΓΟΣ — ΠΑΡΑΨΥΧΟΛΟΓΟΣ [1241,1333,1494,1348]
movie-ad [447,1692,808,1739]
ad-mamoulaki [816,1422,1169,1589]
sale-info: ΠΛΗΡΟΦΟΡΙΕΣ: [1318,1723,1417,1736]
periscope-text: αυτή προσπάθεια της. ● ΑΡΙΣΤΕΥΣΑΝΤΕΣ μαθητές του Σχολείου του Νομού μας καταγράφουν τις μέρες αυτές στις του μεριδίας του Ηρακλείου. Το έργο πρόσφατα και πήραν και την επιβράβευση. Ότι οι καθηγητές καλούνται να στις να δίνουν το προσωπικό διακρίθηκε από την επίδοση του. Πρέπει να υπάρχει ένα σύστημα για να τα Σχολεία οι και από την επιτυχία. Φωτογραφίες και περιγραφές σε έκθεση στις Κρήτη κι το Ηρακλείο. ● ΚΑΙ τοιακάκοπο της στη ζαχαροπλαστείο: Το αγοράγουν καθεται στο ζαχαροπλαστείο: — Τη δίδεις ακείνη την ζήνη; εκτίσεις και τα βλεμάτσα του από την πρόεδρο της. Και τον καιρό. — Και το δίδεις, του είπα, σε στα γέλιο. [995,311,1169,630]
xray-text: Ιατρού Ακτινολόγου ATTCHE DES HOPITAUX DE LYON, Οδός Κορνάρου 22, 1ος όροφος (έναντι της στάσης). [279,1031,430,1087]
movie-ad [447,1575,808,1622]
prosoxi-sub: Οικοδομικές Επιχειρήσεις [921,1629,1064,1642]
syll-req: 3) Δύο πρόσφατες φωτογραφίες τύπου ταυτότητας. [824,1017,1085,1029]
cinema-film: Ριψοκίνδυνος καβαλάρης [267,281,389,293]
movie-ad-cinema: «ΑΣΤΟΡΙΑ» [579,1282,675,1303]
ad-kiki [1175,1285,1560,1472]
movie-ad [447,1626,808,1688]
radio-item: 8.05 Τριάντα χρόνια ιστορίας [447,535,590,547]
logothetou-spec: Παθολόγος Καρδιολόγος [290,1886,418,1898]
periscope-article [632,219,1169,762]
dentist-code: 1—25 [404,1286,433,1299]
thanks-line: — κ. Μαρίνα Ζα΄λακη δρχ. 2.000. [27,566,199,578]
nursery-l1: Παιδικός Σταθμός [1341,1153,1475,1172]
akti-zeus-heading: ΣΤΟ «ΑΚΤΗ ΖΕΥΣ» [1175,595,1560,623]
engagements-extra: Η κ. Ρήτσα Ψαλτάκη και η κ. Αλίκη Παπαδάκη θα δεχθούν συγχαρητήρια στις 14 και 15 Ιουνίου, ες την οικίαν κ. Ψαλτάκη, οδός Πασιφάης 7. [27,297,261,353]
movie-ad-cinema: «ΑΠΟΛΛΩΝ» [573,1464,681,1485]
doc-text: Δέχεται καθ' έκαστην Μ. Αλεξάνδρου 20 (Πλατ. Κορνάρου), τηλ. 285711. [1384,531,1548,569]
sale1-head: ΠΩΛΟΥΝΤΑΙ [941,1432,1043,1452]
movie-ad-cinema: «ΓΑΛΑΞΙΑΣ» [575,1581,679,1601]
dentist-text: Δέχονται στο ιατρείο τους οδός Πανάρουκ 3 (απέναντι από την εκκλησία Αγ. Μηνά) από 8,30—1 και 5—8 μ.μ. καθημερινώς. [275,1198,433,1269]
article-body [1175,128,1560,586]
doctor-tel: Τηλ. ιατρείου 244328 οικίας 224028 [49,1431,238,1444]
gyn-text: Δέχεται στο Μαιευτήριο «ΜΗΤΕΡΑ», Γεραμόμβη 11, τηλ. Ιατρείου 220 960, οικίας 285008. Μαιευτηρίου 234707—8. 9-12 και 5-8 μ.μ. Τηλ. 242-011. [275,1593,433,1678]
wedding-notice: Γνωστοποιείται σύμφωνα με το άρθρο 1369 του Αστικού Κώδικα ότι: [27,1194,261,1222]
syll-sign: Από το Διοικητικό Συμβούλιο. [986,1089,1161,1102]
sale-addr: Λεωφόρος Δικαιοσύνης 51 — Τηλ. 286-211 [1236,1779,1499,1792]
periscope-body [447,219,1169,762]
